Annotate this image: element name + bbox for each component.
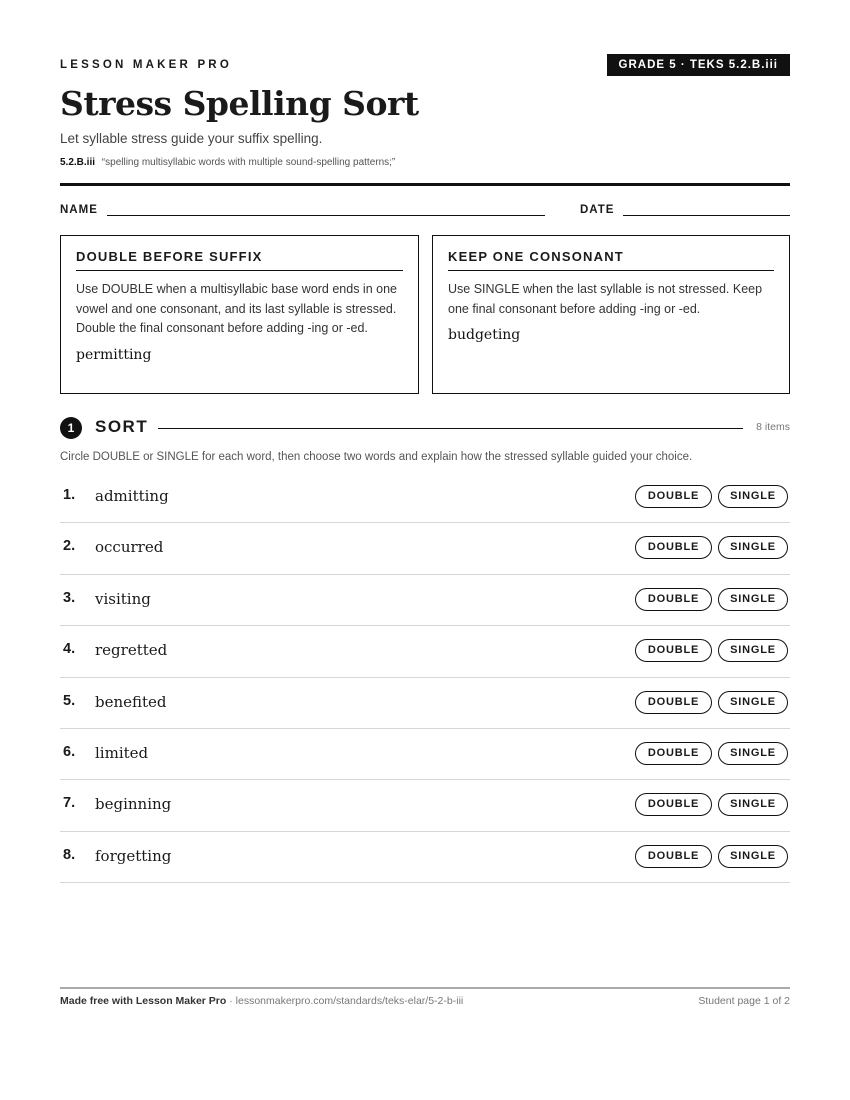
single-choice[interactable]: SINGLE [718, 588, 788, 611]
section-header [60, 416, 790, 440]
rule-box-double [60, 235, 419, 394]
item-word: visiting [95, 589, 151, 608]
name-date-row [60, 204, 790, 220]
double-choice[interactable]: DOUBLE [635, 485, 712, 508]
single-choice[interactable]: SINGLE [718, 536, 788, 559]
section-title: SORT [95, 417, 149, 436]
double-choice[interactable]: DOUBLE [635, 536, 712, 559]
standard-code: 5.2.B.iii [60, 157, 96, 168]
item-word: regretted [95, 641, 168, 660]
page-number: Student page 1 of 2 [698, 995, 790, 1007]
single-choice[interactable]: SINGLE [718, 793, 788, 816]
item-number: 1. [63, 487, 76, 503]
item-number: 8. [63, 846, 76, 863]
single-choice[interactable]: SINGLE [718, 485, 788, 508]
rule-body: Use DOUBLE when a multisyllabic base word ends in one vowel and one consonant, and its last syllable is stressed. Double the final consonant before adding -ing or -ed. [76, 282, 397, 335]
rule-heading: KEEP ONE CONSONANT [448, 249, 774, 271]
standard-reference [60, 157, 395, 168]
double-choice[interactable]: DOUBLE [635, 742, 712, 765]
item-word: benefited [95, 692, 167, 711]
item-number: 4. [63, 641, 76, 658]
footer-divider [60, 987, 790, 989]
list-item [60, 832, 790, 883]
item-word: limited [95, 743, 149, 762]
list-item [60, 472, 790, 523]
single-choice[interactable]: SINGLE [718, 691, 788, 714]
section-number-badge: 1 [60, 417, 82, 439]
single-choice[interactable]: SINGLE [718, 639, 788, 662]
rule-example: budgeting [448, 327, 521, 343]
footer-credit [60, 995, 463, 1007]
rule-box-single [432, 235, 790, 394]
footer-made-with: Made free with Lesson Maker Pro [60, 995, 227, 1007]
list-item [60, 780, 790, 831]
date-label: DATE [580, 204, 615, 216]
footer-url[interactable]: · lessonmakerpro.com/standards/teks-elar/5-2-b-iii [226, 995, 464, 1007]
list-item [60, 678, 790, 729]
list-item [60, 575, 790, 626]
item-number: 2. [63, 538, 76, 555]
double-choice[interactable]: DOUBLE [635, 845, 712, 868]
double-choice[interactable]: DOUBLE [635, 793, 712, 816]
rule-body: Use SINGLE when the last syllable is not stressed. Keep one final consonant before adding -ing or -ed. [448, 282, 763, 316]
sort-list [60, 472, 790, 883]
item-word: occurred [95, 538, 164, 557]
list-item [60, 729, 790, 780]
section-divider [158, 428, 743, 429]
page-title: Stress Spelling Sort [60, 84, 419, 123]
item-number: 7. [63, 795, 76, 812]
list-item [60, 523, 790, 574]
item-number: 5. [63, 692, 76, 709]
single-choice[interactable]: SINGLE [718, 742, 788, 765]
item-word: forgetting [95, 846, 172, 865]
grade-badge: GRADE 5 · TEKS 5.2.B.iii [607, 54, 790, 76]
page-subtitle: Let syllable stress guide your suffix spelling. [60, 131, 323, 146]
item-number: 6. [63, 743, 76, 760]
rule-heading: DOUBLE BEFORE SUFFIX [76, 249, 403, 271]
brand-name: LESSON MAKER PRO [60, 59, 232, 71]
item-word: beginning [95, 795, 172, 814]
item-number: 3. [63, 589, 76, 606]
rule-example: permitting [76, 346, 152, 363]
standard-text: “spelling multisyllabic words with multiple sound-spelling patterns;” [101, 157, 396, 168]
double-choice[interactable]: DOUBLE [635, 588, 712, 611]
double-choice[interactable]: DOUBLE [635, 639, 712, 662]
section-instructions: Circle DOUBLE or SINGLE for each word, then choose two words and explain how the stressed syllable guided your choice. [60, 451, 693, 463]
double-choice[interactable]: DOUBLE [635, 691, 712, 714]
name-label: NAME [60, 204, 98, 216]
list-item [60, 626, 790, 677]
item-word: admitting [95, 487, 169, 505]
single-choice[interactable]: SINGLE [718, 845, 788, 868]
item-count: 8 items [756, 421, 790, 433]
date-field[interactable] [623, 215, 790, 216]
header-divider [60, 183, 790, 186]
name-field[interactable] [107, 215, 545, 216]
